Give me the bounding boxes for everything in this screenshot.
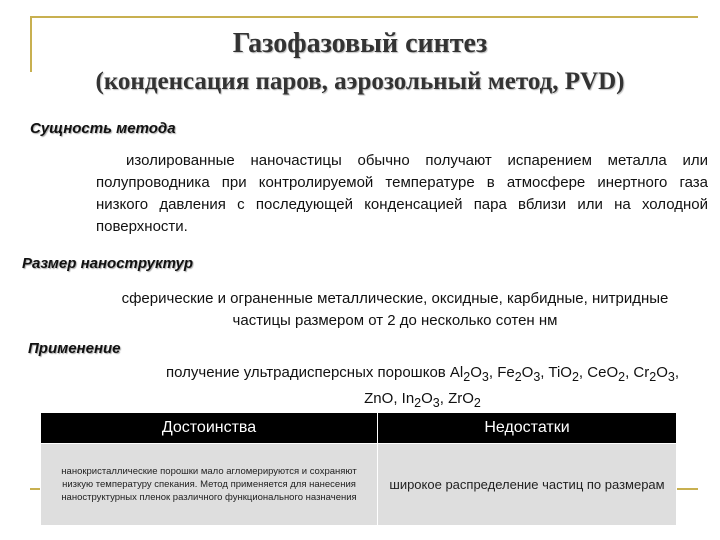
heading-size: Размер наноструктур xyxy=(22,255,194,272)
advantages-cell: нанокристаллические порошки мало агломерируются и сохраняют низкую температуру спекания. Метод применяется для нанесения наноструктурных пленок различного функционального назначения xyxy=(41,444,378,526)
formula: TiO$_2$ xyxy=(548,364,579,384)
application-text xyxy=(150,362,695,414)
slide-subtitle: (конденсация паров, аэрозольный метод, PVD) xyxy=(95,68,625,95)
header-disadvantages: Недостатки xyxy=(378,413,677,444)
essence-text: изолированные наночастицы обычно получают испарением металла или полупроводника при контролируемой температуре в атмосфере инертного газа низкого давления с последующей конденсацией пара вблизи или на холодной поверхности. xyxy=(96,152,708,235)
frame-top-rule xyxy=(30,16,698,18)
formula: $In_2O_3$ xyxy=(401,390,440,410)
formula: $Fe_2O_3$ xyxy=(497,364,541,384)
heading-application: Применение xyxy=(28,340,121,357)
heading-essence: Сущность метода xyxy=(30,120,176,137)
formula: $Al_2O_3$ xyxy=(449,364,489,384)
header-advantages: Достоинства xyxy=(41,413,378,444)
formula: $Cr_2O_3$ xyxy=(633,364,675,384)
application-prefix: получение ультрадисперсных порошков xyxy=(166,364,446,381)
size-text: сферические и ограненные металлические, оксидные, карбидные, нитридные частицы размером от 2 до несколько сотен нм xyxy=(121,290,669,329)
pros-cons-table xyxy=(40,412,677,526)
formula: ZrO$_2$ xyxy=(448,390,481,410)
formula: ZnO xyxy=(364,390,394,407)
disadvantages-cell: широкое распределение частиц по размерам xyxy=(378,444,677,526)
formula: CeO$_2$ xyxy=(587,364,626,384)
formula-list: $Al_2O_3$, $Fe_2O_3$, TiO$_2$, CeO$_2$, $Cr_2O_3$, ZnO, $In_2O_3$, ZrO$_2$ xyxy=(364,364,679,410)
slide-title: Газофазовый синтез xyxy=(232,28,488,59)
